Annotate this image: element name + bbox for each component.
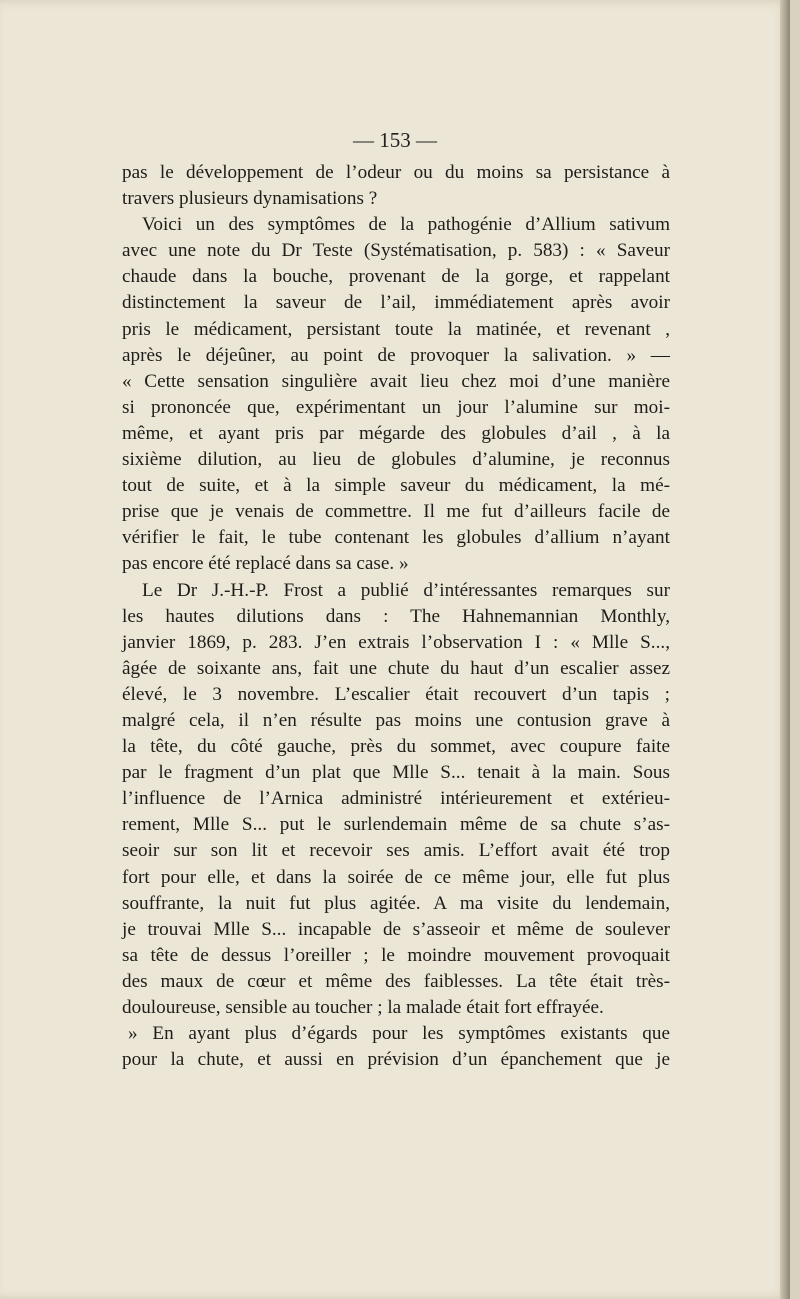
text-line: sa tête de dessus l’oreiller ; le moindre mouvement provoquait bbox=[122, 944, 670, 966]
text-line: douloureuse, sensible au toucher ; la malade était fort effrayée. bbox=[122, 997, 604, 1018]
text-line: je trouvai Mlle S... incapable de s’asseoir et même de soulever bbox=[122, 918, 670, 940]
text-line: Voici un des symptômes de la pathogénie d’Allium sativum bbox=[142, 214, 670, 236]
text-line: la tête, du côté gauche, près du sommet, avec coupure faite bbox=[122, 736, 670, 758]
body-text bbox=[122, 160, 670, 1073]
text-line: élevé, le 3 novembre. L’escalier était recouvert d’un tapis ; bbox=[122, 683, 670, 705]
text-line: vérifier le fait, le tube contenant les globules d’allium n’ayant bbox=[122, 527, 670, 549]
text-line: les hautes dilutions dans : The Hahnemannian Monthly, bbox=[122, 605, 670, 627]
text-line: pas le développement de l’odeur ou du moins sa persistance à bbox=[122, 162, 670, 183]
text-line: des maux de cœur et même des faiblesses. La tête était très- bbox=[122, 970, 670, 992]
text-line: « Cette sensation singulière avait lieu chez moi d’une manière bbox=[122, 370, 670, 392]
text-line: » En ayant plus d’égards pour les symptômes existants que bbox=[128, 1023, 670, 1045]
text-line: distinctement la saveur de l’ail, immédiatement après avoir bbox=[122, 292, 670, 314]
text-line: après le déjeûner, au point de provoquer la salivation. » — bbox=[122, 344, 670, 366]
text-line: seoir sur son lit et recevoir ses amis. L’effort avait été trop bbox=[122, 840, 670, 862]
text-line: tout de suite, et à la simple saveur du médicament, la mé- bbox=[122, 475, 670, 497]
text-line: janvier 1869, p. 283. J’en extrais l’observation I : « Mlle S..., bbox=[122, 631, 670, 653]
text-line: même, et ayant pris par mégarde des globules d’ail , à la bbox=[122, 422, 670, 444]
text-line: âgée de soixante ans, fait une chute du haut d’un escalier assez bbox=[122, 657, 670, 679]
text-line: sixième dilution, au lieu de globules d’alumine, je reconnus bbox=[122, 449, 670, 471]
text-line: si prononcée que, expérimentant un jour l’alumine sur moi- bbox=[122, 396, 670, 418]
text-line: pas encore été replacé dans sa case. » bbox=[122, 553, 409, 575]
text-line: Le Dr J.-H.-P. Frost a publié d’intéressantes remarques sur bbox=[142, 579, 670, 601]
text-line: travers plusieurs dynamisations ? bbox=[122, 188, 378, 210]
text-line: avec une note du Dr Teste (Systématisation, p. 583) : « Saveur bbox=[122, 240, 670, 262]
page-number: — 153 — bbox=[353, 128, 437, 152]
text-line: chaude dans la bouche, provenant de la gorge, et rappelant bbox=[122, 266, 670, 288]
text-line: souffrante, la nuit fut plus agitée. A ma visite du lendemain, bbox=[122, 892, 670, 914]
text-line: rement, Mlle S... put le surlendemain même de sa chute s’as- bbox=[122, 814, 670, 836]
text-line: malgré cela, il n’en résulte pas moins une contusion grave à bbox=[122, 709, 670, 731]
text-line: par le fragment d’un plat que Mlle S... tenait à la main. Sous bbox=[122, 762, 670, 784]
text-line: prise que je venais de commettre. Il me fut d’ailleurs facile de bbox=[122, 501, 670, 523]
page-edge bbox=[780, 0, 790, 1299]
text-line: pris le médicament, persistant toute la matinée, et revenant , bbox=[122, 318, 670, 340]
text-line: pour la chute, et aussi en prévision d’un épanchement que je bbox=[122, 1049, 670, 1071]
text-line: l’influence de l’Arnica administré intérieurement et extérieu- bbox=[122, 788, 670, 810]
text-line: fort pour elle, et dans la soirée de ce même jour, elle fut plus bbox=[122, 866, 670, 888]
